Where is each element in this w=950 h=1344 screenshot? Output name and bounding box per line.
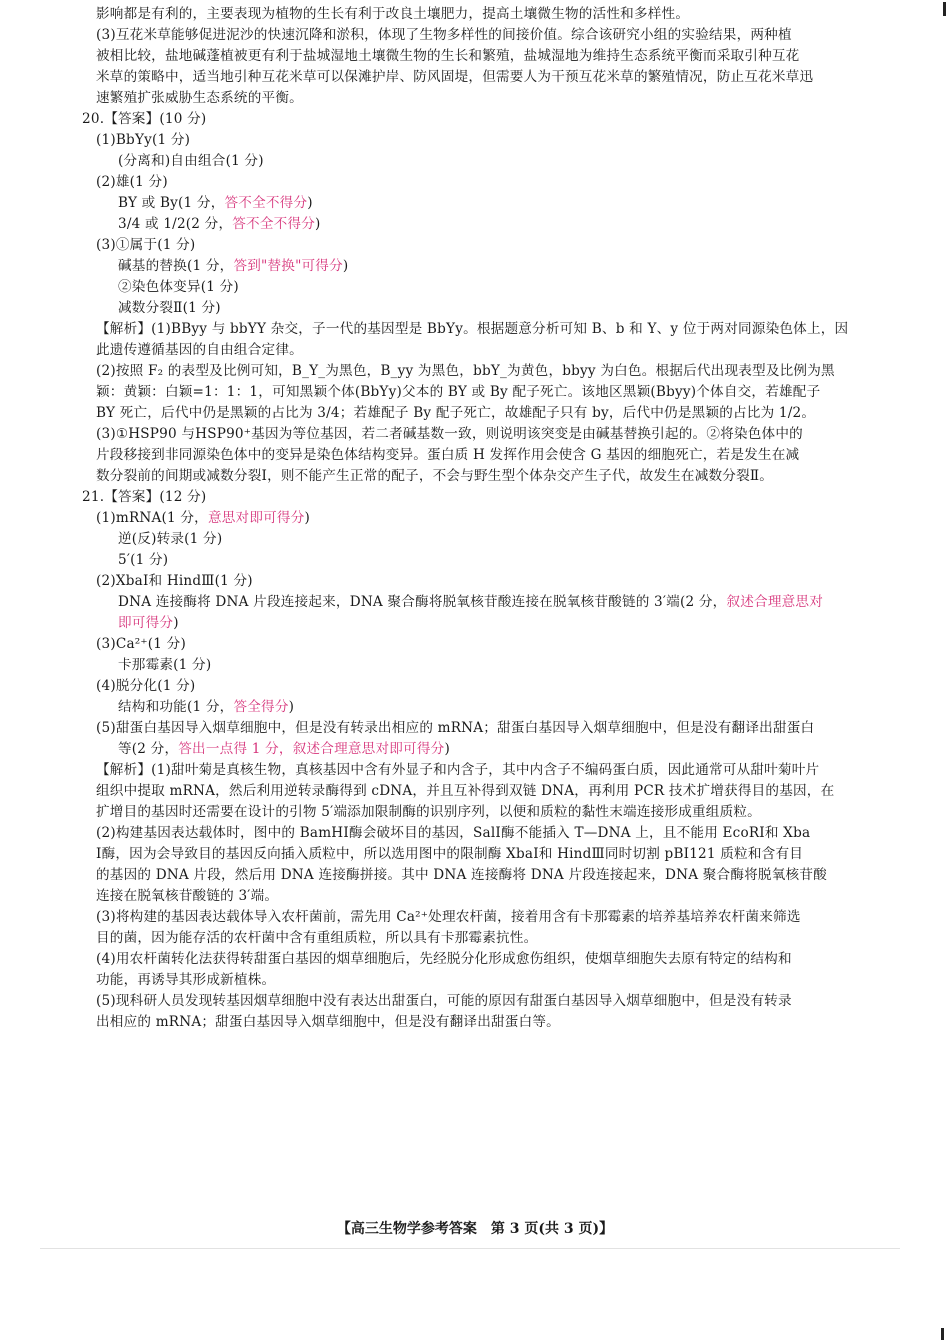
text-line — [96, 781, 834, 801]
text-segment: (3)①属于(1 分) — [96, 237, 196, 253]
text-line — [96, 508, 310, 528]
text-line — [96, 907, 801, 927]
scoring-note: 答全得分 — [233, 699, 289, 715]
text-line — [96, 340, 303, 360]
text-segment: 卡那霉素(1 分) — [118, 657, 212, 673]
text-line — [96, 130, 190, 150]
text-line — [96, 382, 820, 402]
text-segment: (4)脱分化(1 分) — [96, 678, 196, 694]
text-line — [118, 214, 321, 234]
text-segment: 片段移接到非同源染色体中的变异是染色体结构变异。蛋白质 H 发挥作用会使含 G 基因的细胞死亡，若是发生在减 — [96, 447, 800, 463]
text-line — [96, 634, 186, 654]
text-line — [96, 235, 195, 255]
text-line — [118, 256, 348, 276]
text-line — [96, 403, 815, 423]
text-segment: BY 死亡，后代中仍是黑颖的占比为 3/4；若雄配子 By 配子死亡，故雄配子只有 by，后代中仍是黑颖的占比为 1/2。 — [96, 405, 816, 421]
scoring-note: 答不全不得分 — [224, 195, 308, 211]
text-line — [96, 445, 799, 465]
text-segment: ) — [288, 699, 295, 715]
text-segment: (2)按照 F₂ 的表型及比例可知，B_Y_为黑色，B_yy 为黑色，bbY_为黄色，bbyy 为白色。根据后代出现表型及比例为黑 — [96, 363, 835, 379]
text-segment: (5)甜蛋白基因导入烟草细胞中，但是没有转录出相应的 mRNA；甜蛋白基因导入烟草细胞中，但是没有翻译出甜蛋白 — [96, 720, 815, 736]
text-line — [96, 4, 689, 24]
text-line — [118, 529, 222, 549]
text-line — [96, 172, 168, 192]
text-segment: (3)①HSP90 与HSP90⁺基因为等位基因，若二者碱基数一致，则说明该突变是由碱基替换引起的。②将染色体中的 — [96, 426, 803, 442]
text-line — [118, 151, 264, 171]
text-segment: 目的菌，因为能存活的农杆菌中含有重组质粒，所以具有卡那霉素抗性。 — [96, 930, 538, 946]
text-segment: (3)互花米草能够促进泥沙的快速沉降和淤积，体现了生物多样性的间接价值。综合该研究小组的实验结果，两种植 — [96, 27, 792, 43]
text-line — [96, 424, 803, 444]
text-segment: 碱基的替换(1 分， — [118, 258, 234, 274]
text-segment: 出相应的 mRNA；甜蛋白基因导入烟草细胞中，但是没有翻译出甜蛋白等。 — [96, 1014, 560, 1030]
text-segment: 20.【答案】(10 分) — [82, 111, 207, 127]
text-segment: 功能，再诱导其形成新植株。 — [96, 972, 276, 988]
text-segment: 扩增目的基因时还需要在设计的引物 5′端添加限制酶的识别序列，以便和质粒的黏性末端连接形成重组质粒。 — [96, 804, 761, 820]
text-line — [96, 949, 792, 969]
text-line — [96, 886, 278, 906]
text-segment: (2)雄(1 分) — [96, 174, 168, 190]
text-segment: 的基因的 DNA 片段，然后用 DNA 连接酶拼接。其中 DNA 连接酶将 DNA 片段连接起来，DNA 聚合酶将脱氧核苷酸 — [96, 867, 827, 883]
text-line — [96, 361, 835, 381]
text-segment: ) — [342, 258, 349, 274]
text-segment: (1)BbYy(1 分) — [96, 132, 191, 148]
text-segment: 【解析】(1)甜叶菊是真核生物，真核基因中含有外显子和内含子，其中内含子不编码蛋白质，因此通常可从甜叶菊叶片 — [96, 762, 820, 778]
text-segment: 影响都是有利的，主要表现为植物的生长有利于改良土壤肥力，提高土壤微生物的活性和多样性。 — [96, 6, 690, 22]
text-line — [96, 928, 537, 948]
text-segment: 等(2 分， — [118, 741, 179, 757]
text-line — [96, 466, 773, 486]
text-line — [118, 613, 179, 633]
text-segment: 逆(反)转录(1 分) — [118, 531, 223, 547]
text-segment: (2)构建基因表达载体时，图中的 BamHⅠ酶会破坏目的基因，SalⅠ酶不能插入 T—DNA 上，且不能用 EcoRⅠ和 Xba — [96, 825, 811, 841]
text-segment: ) — [444, 741, 450, 757]
text-segment: (1)mRNA(1 分， — [96, 510, 208, 526]
text-segment: ②染色体变异(1 分) — [118, 279, 239, 295]
text-line — [118, 298, 221, 318]
scoring-note: 即可得分 — [118, 615, 174, 631]
scan-edge-mark-bottom — [941, 1328, 944, 1340]
text-line — [82, 109, 206, 129]
text-segment: 数分裂前的间期或减数分裂Ⅰ，则不能产生正常的配子，不会与野生型个体杂交产生子代，故发生在减数分裂Ⅱ。 — [96, 468, 774, 484]
text-line — [96, 823, 810, 843]
text-segment: ) — [307, 195, 313, 211]
text-line — [82, 487, 206, 507]
scoring-note: 答出一点得 1 分，叙述合理意思对即可得分 — [178, 741, 445, 757]
text-segment: (分离和)自由组合(1 分) — [118, 153, 264, 169]
text-line — [96, 1012, 560, 1032]
text-segment: 21.【答案】(12 分) — [82, 489, 207, 505]
text-segment: 被相比较，盐地碱蓬植被更有利于盐城湿地土壤微生物的生长和繁殖，盐城湿地为维持生态系统平衡而采取引种互花 — [96, 48, 800, 64]
text-segment: ) — [315, 216, 321, 232]
text-line — [96, 67, 813, 87]
text-segment: (2)XbaⅠ和 HindⅢ(1 分) — [96, 573, 253, 589]
text-segment: (3)将构建的基因表达载体导入农杆菌前，需先用 Ca²⁺处理农杆菌，接着用含有卡那霉素的培养基培养农杆菌来筛选 — [96, 909, 801, 925]
text-segment: 【解析】(1)BByy 与 bbYY 杂交，子一代的基因型是 BbYy。根据题意分析可知 B、b 和 Y、y 位于两对同源染色体上，因 — [96, 321, 849, 337]
text-line — [96, 88, 303, 108]
text-segment: 结构和功能(1 分， — [118, 699, 234, 715]
text-line — [118, 277, 239, 297]
text-segment: (4)用农杆菌转化法获得转甜蛋白基因的烟草细胞后，先经脱分化形成愈伤组织，使烟草细胞失去原有特定的结构和 — [96, 951, 792, 967]
text-line — [96, 571, 253, 591]
text-line — [96, 46, 799, 66]
text-line — [118, 739, 450, 759]
text-segment: BY 或 By(1 分， — [118, 195, 225, 211]
text-line — [96, 676, 195, 696]
text-segment: 颖：黄颖：白颖=1：1：1，可知黑颖个体(BbYy)父本的 BY 或 By 配子死亡。该地区黑颖(Bbyy)个体自交，若雄配子 — [96, 384, 821, 400]
scoring-note: 叙述合理意思对 — [726, 594, 823, 610]
text-segment: 速繁殖扩张威胁生态系统的平衡。 — [96, 90, 303, 106]
scoring-note: 答到"替换"可得分 — [233, 258, 343, 274]
text-line — [96, 802, 761, 822]
text-segment: Ⅰ酶，因为会导致目的基因反向插入质粒中，所以选用图中的限制酶 XbaⅠ和 HindⅢ同时切割 pBI121 质粒和含有目 — [96, 846, 804, 862]
text-segment: 此遗传遵循基因的自由组合定律。 — [96, 342, 303, 358]
text-segment: 组织中提取 mRNA，然后利用逆转录酶得到 cDNA，并且互补得到双链 DNA，再利用 PCR 技术扩增获得目的基因，在 — [96, 783, 835, 799]
text-segment: (5)现科研人员发现转基因烟草细胞中没有表达出甜蛋白，可能的原因有甜蛋白基因导入烟草细胞中，但是没有转录 — [96, 993, 792, 1009]
scan-divider-line — [40, 1248, 900, 1249]
text-line — [96, 991, 792, 1011]
text-line — [96, 760, 819, 780]
text-line — [96, 319, 848, 339]
text-segment: (3)Ca²⁺(1 分) — [96, 636, 186, 652]
text-line — [96, 718, 814, 738]
text-segment: 连接在脱氧核苷酸链的 3′端。 — [96, 888, 279, 904]
text-segment: 米草的策略中，适当地引种互花米草可以保滩护岸、防风固堤，但需要人为干预互花米草的繁殖情况，防止互花米草迅 — [96, 69, 814, 85]
text-line — [118, 193, 313, 213]
text-line — [118, 550, 168, 570]
text-segment: ) — [304, 510, 311, 526]
text-line — [96, 970, 275, 990]
text-segment: 3/4 或 1/2(2 分， — [118, 216, 233, 232]
text-line — [96, 865, 827, 885]
text-segment: DNA 连接酶将 DNA 片段连接起来，DNA 聚合酶将脱氧核苷酸连接在脱氧核苷酸链的 3′端(2 分， — [118, 594, 727, 610]
page-footer: 【高三生物学参考答案 第 3 页(共 3 页)】 — [336, 1221, 614, 1237]
text-line — [96, 844, 803, 864]
text-line — [96, 25, 792, 45]
scan-edge-mark — [943, 2, 946, 16]
text-line — [118, 697, 294, 717]
scoring-note: 意思对即可得分 — [207, 510, 305, 526]
text-segment: 5′(1 分) — [118, 552, 169, 568]
text-line — [118, 655, 211, 675]
scoring-note: 答不全不得分 — [232, 216, 316, 232]
text-segment: 减数分裂Ⅱ(1 分) — [118, 300, 221, 316]
text-segment: ) — [173, 615, 179, 631]
text-line — [118, 592, 823, 612]
